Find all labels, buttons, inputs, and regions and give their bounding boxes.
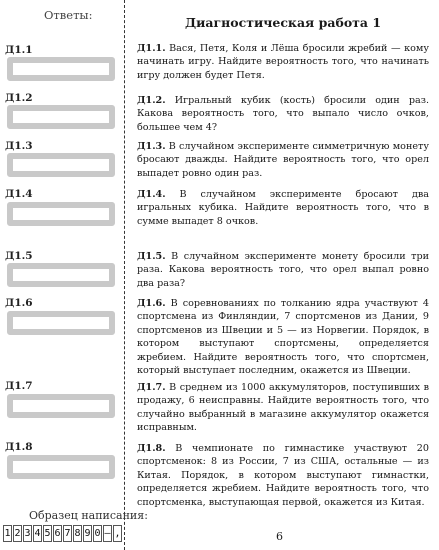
sample-label: Образец написания: bbox=[29, 509, 148, 522]
answer-field-5[interactable] bbox=[7, 263, 115, 287]
sample-digits bbox=[3, 525, 122, 542]
answer-label-2: Д1.2 bbox=[5, 92, 33, 104]
sample-digit: 9 bbox=[83, 525, 92, 542]
answer-label-3: Д1.3 bbox=[5, 140, 33, 152]
answer-label-8: Д1.8 bbox=[5, 441, 33, 453]
task-text: Игральный кубик (кость) бросили один раз. Какова вероятность того, что выпало число очков, большее чем 4? bbox=[137, 95, 429, 133]
answer-field-7[interactable] bbox=[7, 394, 115, 418]
answer-field-3[interactable] bbox=[7, 153, 115, 177]
task-4 bbox=[137, 188, 429, 228]
task-text: В случайном эксперименте бросают два игральных кубика. Найдите вероятность того, что в сумме выпадет 8 очков. bbox=[137, 189, 429, 227]
answer-label-5: Д1.5 bbox=[5, 250, 33, 262]
page-title: Диагностическая работа 1 bbox=[184, 15, 382, 30]
answer-field-8[interactable] bbox=[7, 455, 115, 479]
answer-label-4: Д1.4 bbox=[5, 188, 33, 200]
task-8 bbox=[137, 442, 429, 509]
answer-label-6: Д1.6 bbox=[5, 297, 33, 309]
sample-digit: 2 bbox=[13, 525, 22, 542]
answer-field-4[interactable] bbox=[7, 202, 115, 226]
task-number: Д1.5. bbox=[137, 251, 166, 262]
cut-line-divider bbox=[124, 0, 125, 550]
task-5 bbox=[137, 250, 429, 290]
task-number: Д1.7. bbox=[137, 382, 166, 393]
answer-label-7: Д1.7 bbox=[5, 380, 33, 392]
task-text: В соревнованиях по толканию ядра участвуют 4 спортсмена из Финляндии, 7 спортсменов из Дании, 9 спортсменов из Швеции и 5 — из Норвегии. Порядок, в котором выступают спортсмены, определяется жребием. Найдите вероятность того, что спортсмен, который выступает последним, окажется из Швеции. bbox=[137, 298, 429, 377]
sample-digit: 3 bbox=[23, 525, 32, 542]
sample-digit: 8 bbox=[73, 525, 82, 542]
sample-digit: 0 bbox=[93, 525, 102, 542]
task-number: Д1.1. bbox=[137, 43, 166, 54]
answer-field-1[interactable] bbox=[7, 57, 115, 81]
task-3 bbox=[137, 140, 429, 180]
sample-digit: 4 bbox=[33, 525, 42, 542]
task-text: В случайном эксперименте монету бросили три раза. Какова вероятность того, что орел выпал ровно два раза? bbox=[137, 251, 429, 289]
task-number: Д1.2. bbox=[137, 95, 166, 106]
sample-digit: – bbox=[103, 525, 112, 542]
answer-field-6[interactable] bbox=[7, 311, 115, 335]
task-text: Вася, Петя, Коля и Лёша бросили жребий — кому начинать игру. Найдите вероятность того, что начинать игру должен будет Петя. bbox=[137, 43, 429, 81]
task-7 bbox=[137, 381, 429, 435]
task-text: В случайном эксперименте симметричную монету бросают дважды. Найдите вероятность того, что орел выпадет ровно один раз. bbox=[137, 141, 429, 179]
task-text: В чемпионате по гимнастике участвуют 20 спортсменок: 8 из России, 7 из США, остальные — из Китая. Порядок, в котором выступают гимнастки, определяется жребием. Найдите вероятность того, что спортсменка, выступающая первой, окажется из Китая. bbox=[137, 443, 429, 508]
sample-digit: 6 bbox=[53, 525, 62, 542]
answer-field-2[interactable] bbox=[7, 105, 115, 129]
answer-label-1: Д1.1 bbox=[5, 44, 33, 56]
task-number: Д1.6. bbox=[137, 298, 166, 309]
task-1 bbox=[137, 42, 429, 82]
sample-digit: , bbox=[113, 525, 122, 542]
task-number: Д1.3. bbox=[137, 141, 166, 152]
sample-digit: 1 bbox=[3, 525, 12, 542]
task-number: Д1.8. bbox=[137, 443, 166, 454]
task-2 bbox=[137, 94, 429, 134]
sample-digit: 5 bbox=[43, 525, 52, 542]
task-6 bbox=[137, 297, 429, 377]
page-number: 6 bbox=[276, 530, 283, 543]
task-number: Д1.4. bbox=[137, 189, 166, 200]
task-text: В среднем из 1000 аккумуляторов, поступивших в продажу, 6 неисправны. Найдите вероятность того, что случайно выбранный в магазине аккумулятор окажется исправным. bbox=[137, 382, 429, 434]
sample-digit: 7 bbox=[63, 525, 72, 542]
answers-heading: Ответы: bbox=[44, 8, 93, 22]
